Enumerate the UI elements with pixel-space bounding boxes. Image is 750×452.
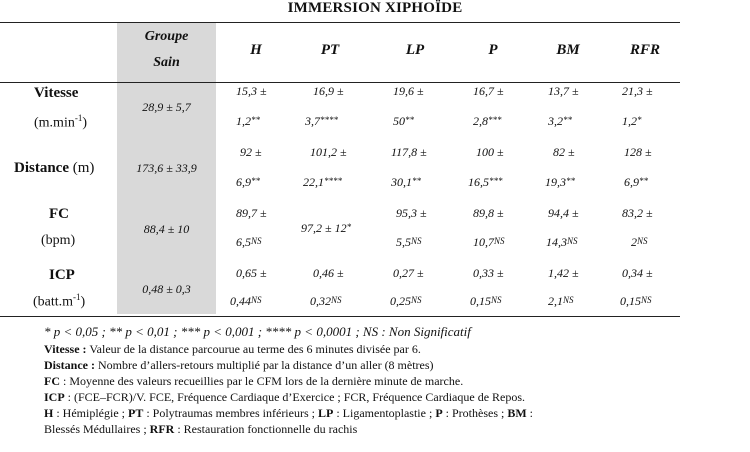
cell-icp-rfr-sd: $0,15^{NS}$: [620, 294, 652, 308]
sain-value-icp: 0,48 ± 0,3: [142, 282, 191, 296]
definitions: [44, 341, 694, 437]
cell-icp-lp-mean: 0,27 ±: [393, 266, 424, 280]
note-term: PT: [128, 406, 144, 420]
note-text: :: [526, 406, 534, 420]
cell-fc-p-sd: $10,7^{NS}$: [473, 235, 505, 249]
table-title: IMMERSION XIPHOÏDE: [287, 0, 463, 16]
note-text: : Polytraumas membres inférieurs ;: [143, 406, 318, 420]
cell-icp-h-sd: $0,44^{NS}$: [230, 294, 262, 308]
note-term: LP: [317, 406, 334, 420]
header-col-pt: PT: [320, 42, 340, 58]
cell-distance-h-sd: 6,9**: [236, 175, 260, 189]
cell-vitesse-p-sd: 2,8***: [473, 114, 502, 128]
cell-icp-p-sd: $0,15^{NS}$: [470, 294, 502, 308]
header-healthy-group-line2: Sain: [153, 55, 180, 70]
sain-value-distance: 173,6 ± 33,9: [136, 161, 197, 175]
cell-icp-p-mean: 0,33 ±: [473, 266, 504, 280]
note-text: : Ligamentoplastie ;: [333, 406, 436, 420]
cell-distance-pt-mean: 101,2 ±: [310, 145, 347, 159]
cell-icp-bm-mean: 1,42 ±: [548, 266, 579, 280]
cell-vitesse-lp-mean: 19,6 ±: [393, 84, 424, 98]
note-term: H: [44, 406, 54, 420]
row-unit-icp: $(batt.m^{-1})$: [33, 292, 86, 310]
cell-distance-pt-sd: 22,1****: [303, 175, 342, 189]
note-text: : (FCE–FCR)/V. FCE, Fréquence Cardiaque d’Exercice ; FCR, Fréquence Cardiaque de Repos.: [64, 390, 526, 404]
cell-vitesse-h-sd: 1,2**: [236, 114, 260, 128]
table-notes: [44, 324, 694, 437]
cell-icp-lp-sd: $0,25^{NS}$: [390, 294, 422, 308]
note-text: : Hémiplégie ;: [53, 406, 128, 420]
top-rule: [0, 22, 680, 23]
note-term: RFR: [149, 422, 175, 436]
cell-vitesse-pt-sd: 3,7****: [305, 114, 338, 128]
cell-vitesse-p-mean: 16,7 ±: [473, 84, 504, 98]
note-line: [44, 357, 694, 373]
row-label-vitesse: Vitesse: [34, 85, 79, 101]
header-col-h: H: [250, 42, 262, 58]
significance-legend: * p < 0,05 ; ** p < 0,01 ; *** p < 0,001 ; **** p < 0,0001 ; NS : Non Significatif: [44, 324, 471, 339]
header-col-bm: BM: [556, 42, 580, 58]
sain-value-fc: 88,4 ± 10: [143, 222, 190, 236]
cell-fc-bm-mean: 94,4 ±: [548, 206, 579, 220]
row-label-fc: FC: [49, 206, 69, 222]
header-col-lp: LP: [405, 42, 425, 58]
row-label-distance: Distance (m): [14, 160, 95, 176]
cell-fc-lp-mean: 95,3 ±: [396, 206, 427, 220]
note-text: Blessés Médullaires ;: [44, 422, 150, 436]
note-term: BM: [507, 406, 527, 420]
cell-distance-p-mean: 100 ±: [476, 145, 504, 159]
row-label-icp: ICP: [49, 267, 75, 283]
cell-distance-rfr-mean: 128 ±: [624, 145, 652, 159]
cell-distance-bm-sd: 19,3**: [545, 175, 575, 189]
note-line: [44, 373, 694, 389]
note-term: Vitesse :: [44, 342, 87, 356]
cell-distance-rfr-sd: 6,9**: [624, 175, 648, 189]
cell-vitesse-rfr-mean: 21,3 ±: [622, 84, 653, 98]
cell-vitesse-bm-mean: 13,7 ±: [548, 84, 579, 98]
cell-icp-pt-sd: $0,32^{NS}$: [310, 294, 342, 308]
cell-distance-bm-mean: 82 ±: [553, 145, 575, 159]
row-unit-fc: (bpm): [41, 233, 76, 248]
cell-fc-pt-value: 97,2 ± 12*: [301, 221, 352, 235]
cell-vitesse-h-mean: 15,3 ±: [236, 84, 267, 98]
cell-fc-h-mean: 89,7 ±: [236, 206, 267, 220]
cell-vitesse-pt-mean: 16,9 ±: [313, 84, 344, 98]
note-line: [44, 341, 694, 357]
note-term: FC: [44, 374, 60, 388]
cell-fc-rfr-mean: 83,2 ±: [622, 206, 653, 220]
cell-fc-lp-sd: $5,5^{NS}$: [396, 235, 422, 249]
note-text: Valeur de la distance parcourue au terme des 6 minutes divisée par 6.: [86, 342, 421, 356]
cell-vitesse-lp-sd: 50**: [393, 114, 414, 128]
cell-distance-lp-mean: 117,8 ±: [391, 145, 427, 159]
cell-icp-h-mean: 0,65 ±: [236, 266, 267, 280]
note-term: ICP: [44, 390, 65, 404]
cell-distance-lp-sd: 30,1**: [391, 175, 421, 189]
header-col-rfr: RFR: [629, 42, 660, 58]
cell-fc-rfr-sd: $2^{NS}$: [631, 235, 648, 249]
cell-vitesse-bm-sd: 3,2**: [548, 114, 572, 128]
cell-icp-bm-sd: $2,1^{NS}$: [548, 294, 574, 308]
cell-distance-h-mean: 92 ±: [240, 145, 262, 159]
cell-fc-bm-sd: $14,3^{NS}$: [546, 235, 578, 249]
note-text: : Prothèses ;: [442, 406, 508, 420]
note-text: : Restauration fonctionnelle du rachis: [174, 422, 358, 436]
cell-fc-h-sd: $6,5^{NS}$: [236, 235, 262, 249]
cell-icp-pt-mean: 0,46 ±: [313, 266, 344, 280]
note-text: Nombre d’allers-retours multiplié par la distance d’un aller (8 mètres): [95, 358, 434, 372]
header-rule: [0, 82, 680, 83]
cell-distance-p-sd: 16,5***: [468, 175, 503, 189]
note-term: P: [435, 406, 443, 420]
cell-icp-rfr-mean: 0,34 ±: [622, 266, 653, 280]
note-line: [44, 405, 694, 421]
bottom-rule: [0, 316, 680, 317]
note-term: Distance :: [44, 358, 95, 372]
note-line: [44, 389, 694, 405]
cell-vitesse-rfr-sd: 1,2*: [622, 114, 642, 128]
cell-fc-p-mean: 89,8 ±: [473, 206, 504, 220]
header-healthy-group-line1: Groupe: [144, 29, 189, 44]
note-text: : Moyenne des valeurs recueillies par le CFM lors de la dernière minute de marche.: [60, 374, 464, 388]
note-line: [44, 421, 694, 437]
header-col-p: P: [488, 42, 498, 58]
row-unit-vitesse: $(m.\min^{-1})$: [34, 113, 88, 131]
sain-value-vitesse: 28,9 ± 5,7: [142, 100, 191, 114]
